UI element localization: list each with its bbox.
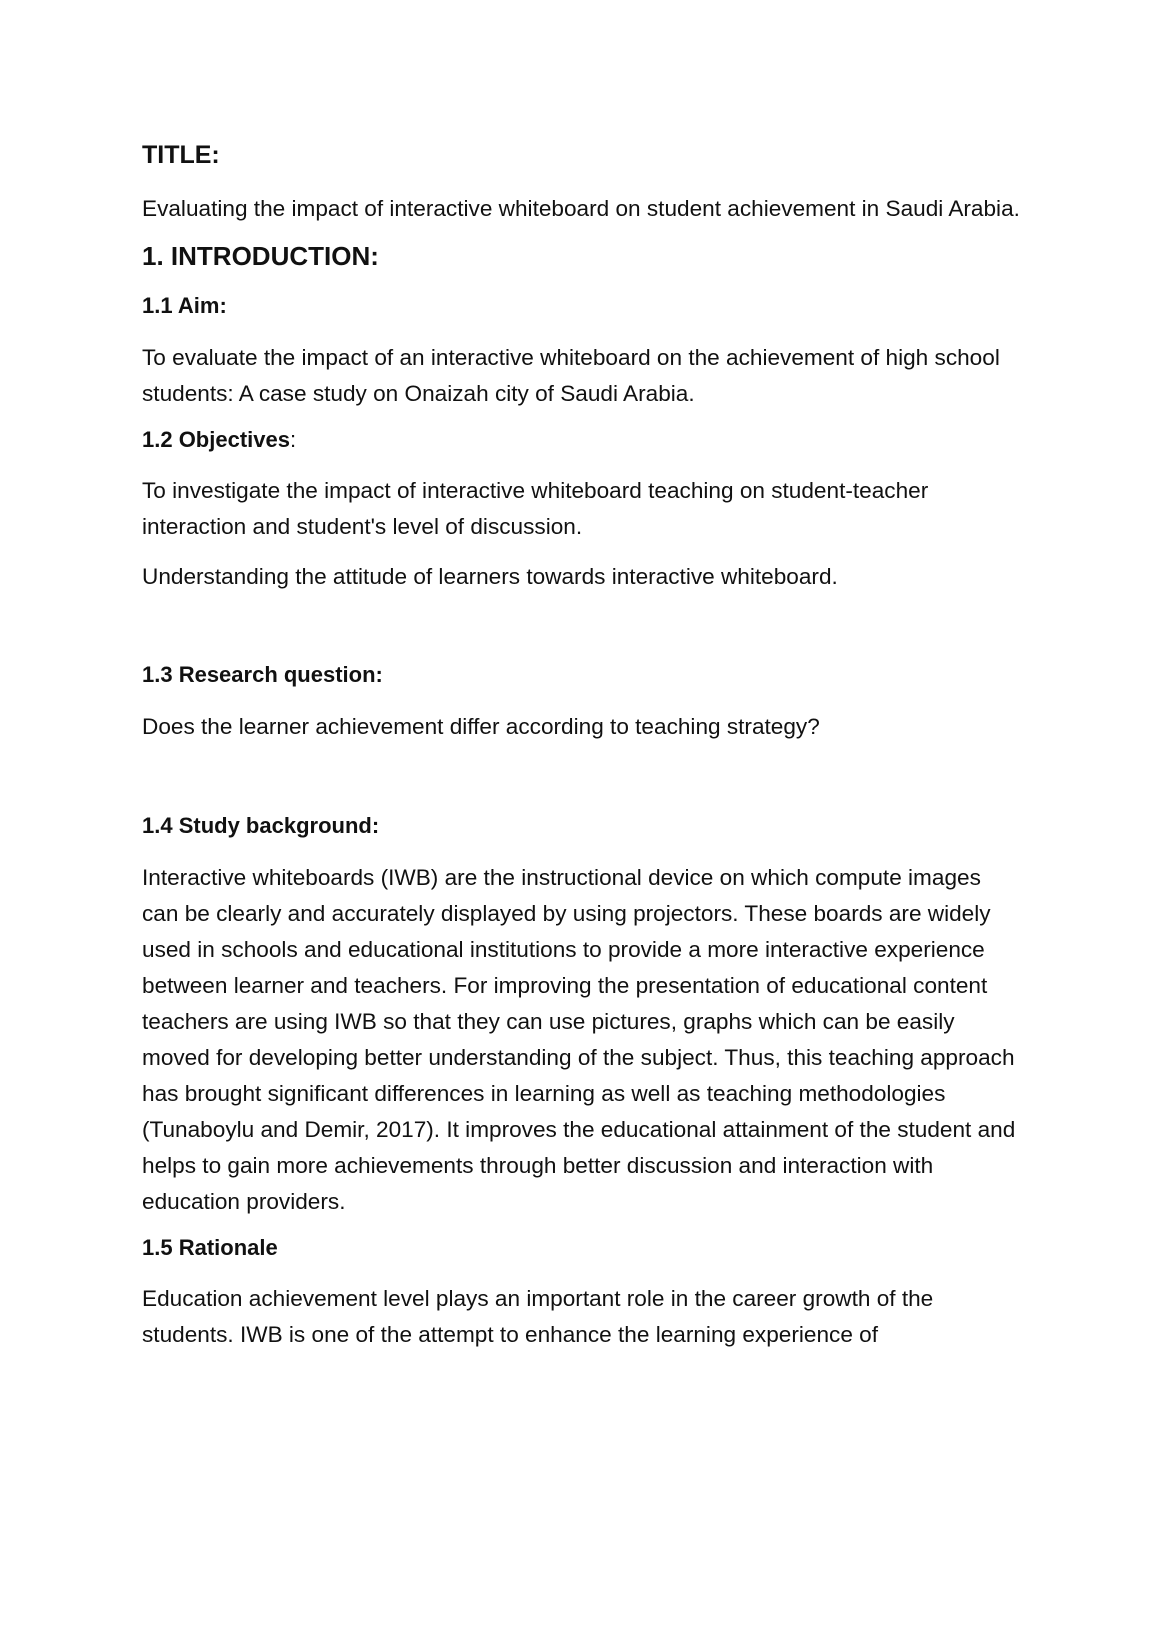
document-page <box>142 140 1022 1367</box>
objective-item: Understanding the attitude of learners towards interactive whiteboard. <box>142 564 838 590</box>
title-text: Evaluating the impact of interactive whiteboard on student achievement in Saudi Arabia. <box>142 196 1020 221</box>
rationale-text: Education achievement level plays an important role in the career growth of the students. IWB is one of the attempt to enhance the learning experience of <box>142 1286 934 1348</box>
objectives-heading <box>142 426 1022 455</box>
objective-item: To investigate the impact of interactive whiteboard teaching on student-teacher interaction and student's level of discussion. <box>142 478 929 540</box>
spacer <box>142 759 1022 812</box>
aim-text: To evaluate the impact of an interactive whiteboard on the achievement of high school students: A case study on Onaizah city of Saudi Arabia. <box>142 344 1000 406</box>
research-question-text: Does the learner achievement differ according to teaching strategy? <box>142 713 820 739</box>
study-background-heading: 1.4 Study background: <box>142 812 380 838</box>
section-introduction-heading: 1. INTRODUCTION: <box>142 241 379 271</box>
rationale-heading: 1.5 Rationale <box>142 1234 278 1260</box>
spacer <box>142 609 1022 661</box>
title-label: TITLE: <box>142 141 220 169</box>
study-background-text: Interactive whiteboards (IWB) are the instructional device on which compute images can be clearly and accurately displayed by using projectors. These boards are widely used in schools and educational institutions to provide a more interactive experience between learner and teachers. For improving the presentation of educational content teachers are using IWB so that they can use pictures, graphs which can be easily moved for developing better understanding of the subject. Thus, this teaching approach has brought significant differences in learning as well as teaching methodologies (Tunaboylu and Demir, 2017). It improves the educational attainment of the student and helps to gain more achievements through better discussion and interaction with education providers. <box>142 864 1016 1214</box>
objectives-heading-label: 1.2 Objectives <box>142 426 290 452</box>
objectives-heading-colon: : <box>289 426 297 452</box>
aim-heading: 1.1 Aim: <box>142 293 227 319</box>
research-question-heading: 1.3 Research question: <box>142 662 383 688</box>
